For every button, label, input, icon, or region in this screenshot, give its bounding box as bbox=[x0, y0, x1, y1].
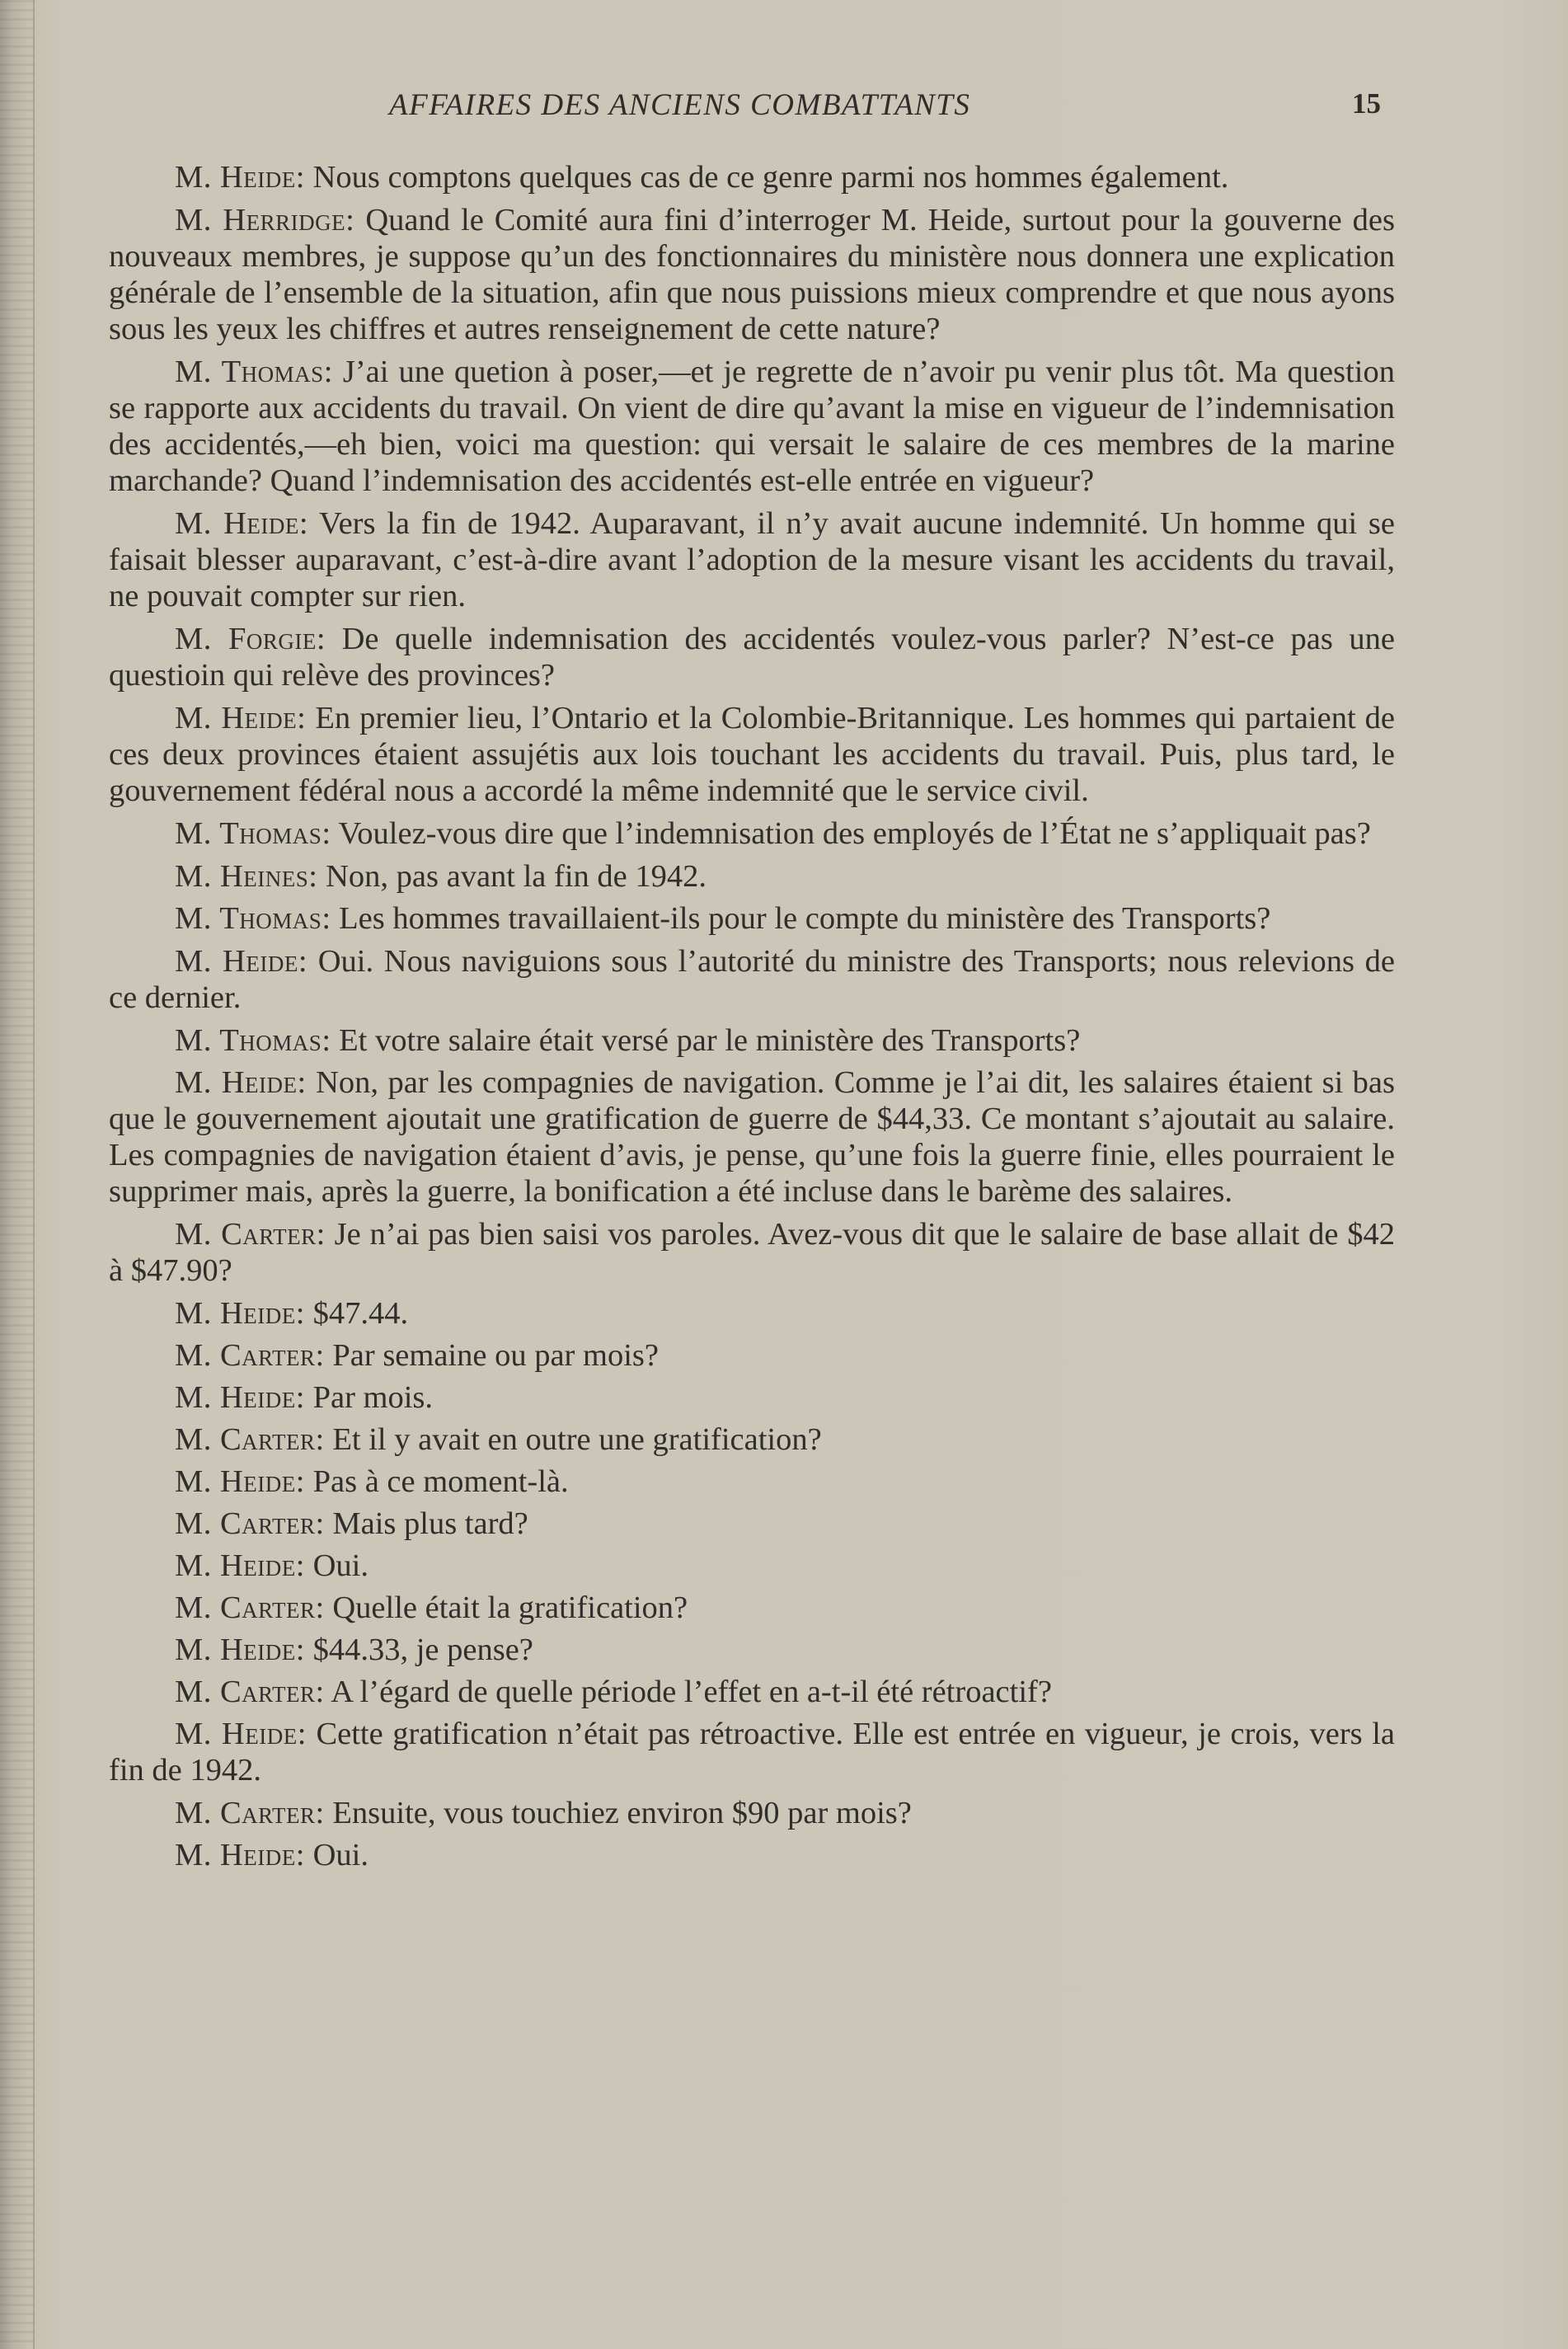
paragraph bbox=[109, 354, 1395, 499]
paragraph-text: Et il y avait en outre une gratification? bbox=[324, 1422, 822, 1457]
paragraph bbox=[109, 1716, 1395, 1788]
speaker-name: M. Thomas: bbox=[175, 355, 333, 389]
paragraph-text: $47.44. bbox=[304, 1296, 409, 1331]
paragraph-text: En premier lieu, l’Ontario et la Colombie-Britannique. Les hommes qui partaient de ces deux provinces étaient assujétis aux lois touchant les accidents du travail. Puis, plus tard, le gouvernement fédéral nous a accordé la même indemnité que le service civil. bbox=[109, 701, 1395, 808]
speaker-name: M. Herridge: bbox=[175, 203, 355, 237]
paragraph-text: Quand le Comité aura fini d’interroger M. Heide, surtout pour la gouverne des nouveaux membres, je suppose qu’un des fonctionnaires du ministère nous donnera une explication générale de l’ensemble de la situation, afin que nous puissions mieux comprendre et que nous ayons sous les yeux les chiffres et autres renseignement de cette nature? bbox=[109, 203, 1395, 346]
speaker-name: M. Heide: bbox=[175, 1717, 307, 1751]
page-header bbox=[0, 82, 1568, 132]
paragraph bbox=[109, 1216, 1395, 1289]
speaker-name: M. Carter: bbox=[175, 1675, 325, 1709]
paragraph bbox=[109, 815, 1395, 852]
paragraph bbox=[109, 202, 1395, 347]
speaker-name: M. Thomas: bbox=[175, 816, 331, 851]
paragraph-text: Mais plus tard? bbox=[324, 1506, 528, 1541]
paragraph-text: Par mois. bbox=[304, 1380, 434, 1415]
speaker-name: M. Forgie: bbox=[175, 622, 326, 656]
paragraph bbox=[109, 1022, 1395, 1059]
speaker-name: M. Heide: bbox=[175, 1633, 305, 1667]
page-number: 15 bbox=[1352, 87, 1381, 120]
paragraph-text: Vers la fin de 1942. Auparavant, il n’y avait aucune indemnité. Un homme qui se faisait blesser auparavant, c’est-à-dire avant l’adoption de la mesure visant les accidents du travail, ne pouvait compter sur rien. bbox=[109, 506, 1395, 613]
paragraph bbox=[109, 943, 1395, 1016]
speaker-name: M. Thomas: bbox=[175, 901, 331, 936]
speaker-name: M. Heide: bbox=[175, 1464, 305, 1499]
paragraph bbox=[109, 1590, 1395, 1626]
paragraph bbox=[109, 858, 1395, 895]
book-spine-edge bbox=[0, 0, 35, 2349]
paragraph-text: Voulez-vous dire que l’indemnisation des employés de l’État ne s’appliquait pas? bbox=[331, 816, 1371, 851]
paragraph bbox=[109, 1463, 1395, 1500]
speaker-name: M. Heines: bbox=[175, 859, 318, 894]
paragraph-text: Et votre salaire était versé par le ministère des Transports? bbox=[331, 1023, 1081, 1058]
speaker-name: M. Heide: bbox=[175, 1548, 305, 1583]
speaker-name: M. Carter: bbox=[175, 1590, 325, 1625]
paragraph-text: A l’égard de quelle période l’effet en a-t-il été rétroactif? bbox=[324, 1675, 1052, 1709]
paragraph bbox=[109, 1837, 1395, 1873]
paragraph-text: $44.33, je pense? bbox=[304, 1633, 533, 1667]
speaker-name: M. Carter: bbox=[175, 1338, 325, 1373]
speaker-name: M. Carter: bbox=[175, 1217, 326, 1252]
paragraph bbox=[109, 505, 1395, 614]
paragraph-text: Quelle était la gratification? bbox=[324, 1590, 688, 1625]
paragraph-text: Non, par les compagnies de navigation. Comme je l’ai dit, les salaires étaient si bas que le gouvernement ajoutait une gratification de guerre de $44,33. Ce montant s’ajoutait au salaire. Les compagnies de navigation étaient d’avis, je pense, qu’une fois la guerre finie, elles pourraient le supprimer mais, après la guerre, la bonification a été incluse dans le barème des salaires. bbox=[109, 1065, 1395, 1209]
paragraph-text: Par semaine ou par mois? bbox=[324, 1338, 659, 1373]
paragraph bbox=[109, 1064, 1395, 1210]
speaker-name: M. Heide: bbox=[175, 1296, 305, 1331]
paragraph-text: De quelle indemnisation des accidentés voulez-vous parler? N’est-ce pas une questioin qui relève des provinces? bbox=[109, 622, 1395, 693]
paragraph bbox=[109, 159, 1395, 195]
speaker-name: M. Carter: bbox=[175, 1422, 325, 1457]
paragraph-text: Oui. bbox=[304, 1548, 369, 1583]
paragraph-text: Nous comptons quelques cas de ce genre parmi nos hommes également. bbox=[304, 160, 1229, 195]
paragraph bbox=[109, 1632, 1395, 1668]
paragraph-text: Les hommes travaillaient-ils pour le compte du ministère des Transports? bbox=[331, 901, 1271, 936]
speaker-name: M. Heide: bbox=[175, 701, 307, 735]
paragraph bbox=[109, 1295, 1395, 1332]
speaker-name: M. Heide: bbox=[175, 1380, 305, 1415]
paragraph bbox=[109, 700, 1395, 809]
paragraph bbox=[109, 1506, 1395, 1542]
paragraph-text: Pas à ce moment-là. bbox=[304, 1464, 569, 1499]
paragraph-text: Oui. Nous naviguions sous l’autorité du ministre des Transports; nous relevions de ce dernier. bbox=[109, 944, 1395, 1015]
paragraph bbox=[109, 1337, 1395, 1374]
paragraph bbox=[109, 1379, 1395, 1416]
running-title: AFFAIRES DES ANCIENS COMBATTANTS bbox=[389, 88, 971, 122]
speaker-name: M. Carter: bbox=[175, 1506, 325, 1541]
paragraph bbox=[109, 1548, 1395, 1584]
paragraph bbox=[109, 1795, 1395, 1831]
speaker-name: M. Heide: bbox=[175, 1065, 307, 1100]
paragraph-text: Je n’ai pas bien saisi vos paroles. Avez-vous dit que le salaire de base allait de $42 à $47.90? bbox=[109, 1217, 1395, 1288]
paragraph-text: Ensuite, vous touchiez environ $90 par mois? bbox=[324, 1796, 912, 1830]
speaker-name: M. Heide: bbox=[175, 506, 309, 541]
transcript-body bbox=[109, 159, 1395, 1879]
paragraph-text: Non, pas avant la fin de 1942. bbox=[317, 859, 707, 894]
paragraph bbox=[109, 621, 1395, 693]
paragraph bbox=[109, 1674, 1395, 1710]
paragraph bbox=[109, 900, 1395, 937]
speaker-name: M. Thomas: bbox=[175, 1023, 331, 1058]
paragraph-text: Cette gratification n’était pas rétroactive. Elle est entrée en vigueur, je crois, vers la fin de 1942. bbox=[109, 1717, 1395, 1788]
paragraph bbox=[109, 1421, 1395, 1458]
speaker-name: M. Carter: bbox=[175, 1796, 325, 1830]
speaker-name: M. Heide: bbox=[175, 1838, 305, 1872]
speaker-name: M. Heide: bbox=[175, 160, 305, 195]
speaker-name: M. Heide: bbox=[175, 944, 308, 979]
paragraph-text: Oui. bbox=[304, 1838, 369, 1872]
paragraph-text: J’ai une quetion à poser,—et je regrette de n’avoir pu venir plus tôt. Ma question se rapporte aux accidents du travail. On vient de dire qu’avant la mise en vigueur de l’indemnisation des accidentés,—eh bien, voici ma question: qui versait le salaire de ces membres de la marine marchande? Quand l’indemnisation des accidentés est-elle entrée en vigueur? bbox=[109, 355, 1395, 498]
